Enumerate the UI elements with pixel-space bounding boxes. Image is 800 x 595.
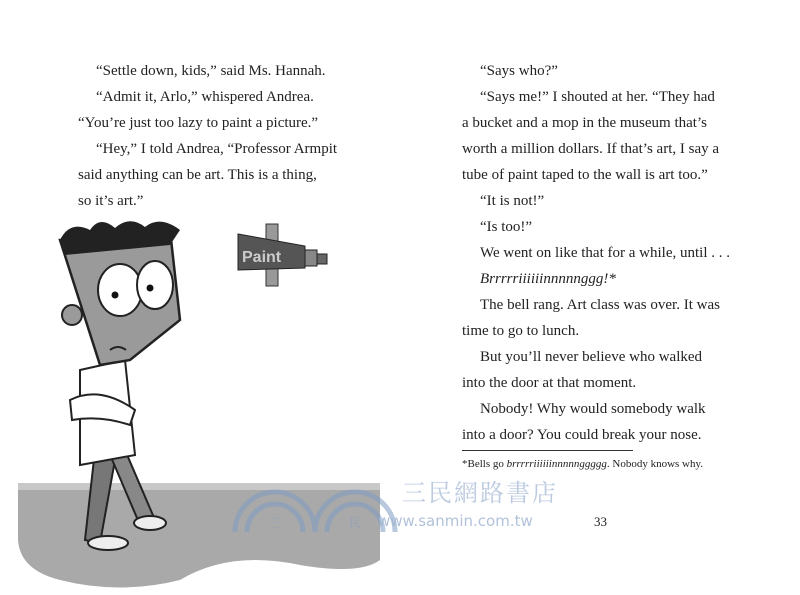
footnote-rule xyxy=(462,450,633,451)
text-line: “Says who?” xyxy=(480,63,558,79)
text-line: “You’re just too lazy to paint a picture.” xyxy=(78,115,319,131)
text-line: worth a million dollars. If that’s art, I say a xyxy=(462,141,720,157)
text-line: “Says me!” I shouted at her. “They had xyxy=(480,89,715,105)
text-line: “Is too!” xyxy=(480,219,533,235)
watermark-url: www.sanmin.com.tw xyxy=(378,512,533,530)
text-line: a bucket and a mop in the museum that’s xyxy=(462,115,707,131)
text-line: into the door at that moment. xyxy=(462,375,637,391)
text-line: We went on like that for a while, until . . . xyxy=(480,245,730,261)
watermark-store-name: 三民網路書店 xyxy=(402,479,558,507)
text-line: “It is not!” xyxy=(480,193,545,209)
text-line: so it’s art.” xyxy=(78,193,144,209)
text-line: said anything can be art. This is a thing, xyxy=(78,167,317,183)
logo-char: 民 xyxy=(349,516,362,530)
text-line: time to go to lunch. xyxy=(462,323,580,339)
footnote-italic: brrrrriiiiiinnnnnggggg xyxy=(506,458,607,470)
footnote xyxy=(462,458,703,471)
text-line: “Admit it, Arlo,” whispered Andrea. xyxy=(96,89,314,105)
text-line: “Hey,” I told Andrea, “Professor Armpit xyxy=(96,141,338,157)
text-line: But you’ll never believe who walked xyxy=(480,349,703,365)
page-number: 33 xyxy=(594,514,607,529)
paint-tube-label: Paint xyxy=(242,249,282,266)
text-line: into a door? You could break your nose. xyxy=(462,427,702,443)
text-line: tube of paint taped to the wall is art too.” xyxy=(462,167,708,183)
text-line: Brrrrriiiiiinnnnnggg!* xyxy=(480,271,616,287)
text-line: “Settle down, kids,” said Ms. Hannah. xyxy=(96,63,326,79)
arlo-illustration xyxy=(0,210,400,595)
text-line: Nobody! Why would somebody walk xyxy=(480,401,706,417)
text-line: The bell rang. Art class was over. It was xyxy=(480,297,720,313)
footnote-text: *Bells go xyxy=(462,458,507,470)
paint-tube-icon xyxy=(238,224,327,286)
footnote-text: . Nobody knows why. xyxy=(606,458,704,470)
logo-char: 三 xyxy=(269,516,282,530)
